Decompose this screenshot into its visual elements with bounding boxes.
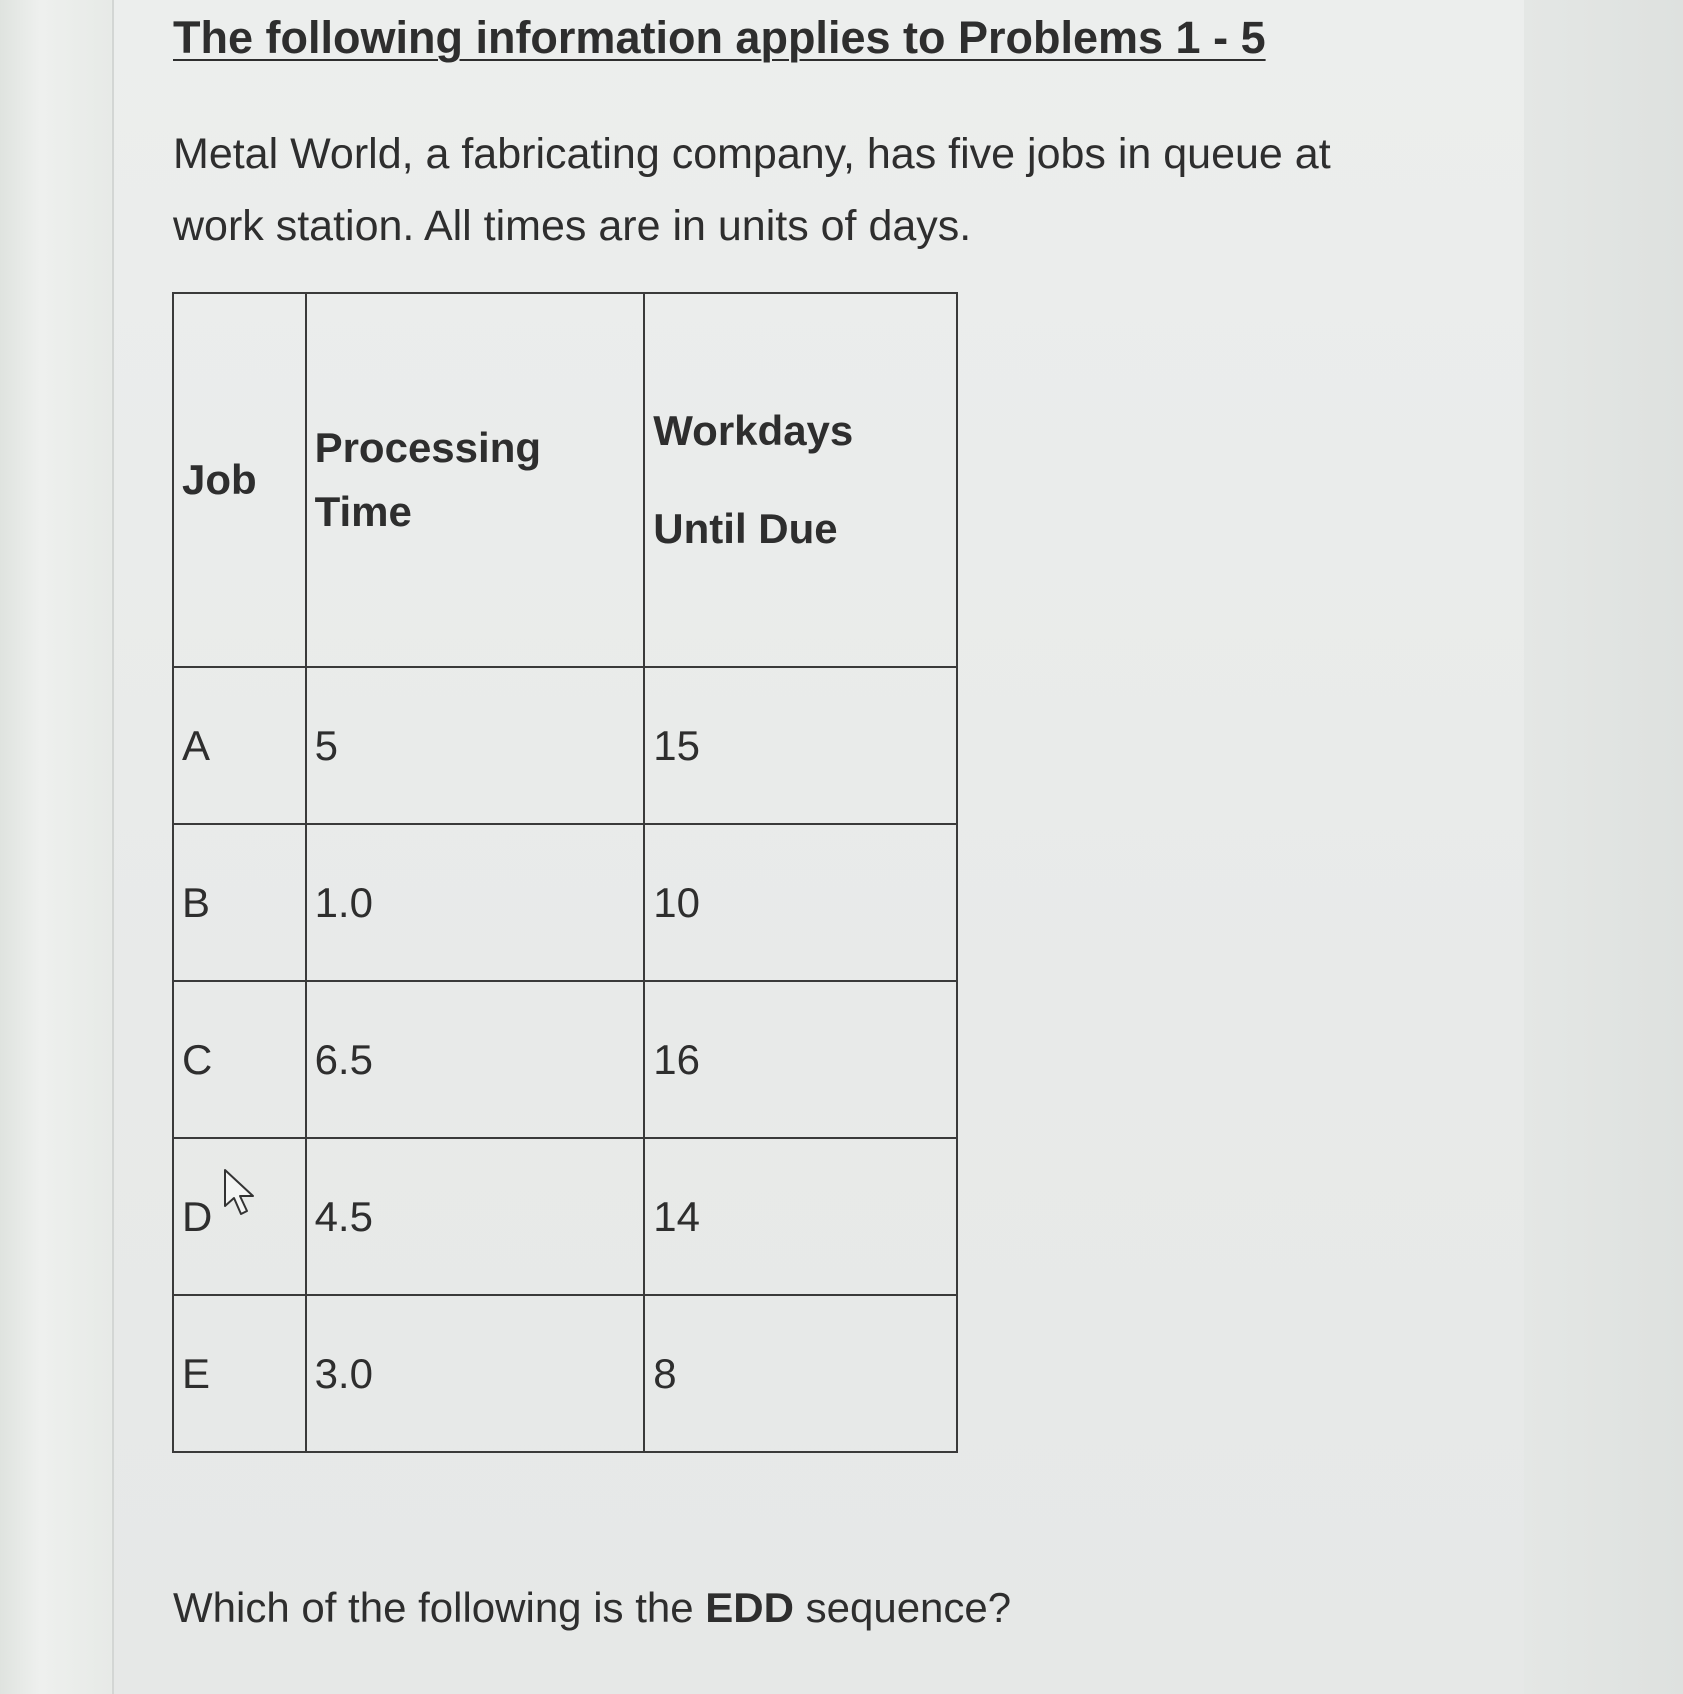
cell-workdays-until-due: 14 <box>644 1138 957 1295</box>
table-row <box>173 1138 957 1295</box>
cell-job: A <box>173 667 306 824</box>
cell-workdays-until-due: 15 <box>644 667 957 824</box>
table-row <box>173 667 957 824</box>
cell-job: D <box>173 1138 306 1295</box>
table-header-row <box>173 293 957 667</box>
header-job <box>173 293 306 667</box>
header-job-label: Job <box>182 456 257 503</box>
question-text <box>173 1584 1011 1632</box>
cell-job: E <box>173 1295 306 1452</box>
header-processing-time <box>306 293 645 667</box>
cell-processing-time: 6.5 <box>306 981 645 1138</box>
mouse-pointer-icon <box>222 1168 258 1218</box>
right-margin <box>1524 0 1683 1694</box>
header-processing-line1: Processing <box>314 424 542 471</box>
cell-workdays-until-due: 8 <box>644 1295 957 1452</box>
cell-processing-time: 3.0 <box>306 1295 645 1452</box>
cell-job: B <box>173 824 306 981</box>
cell-workdays-until-due: 10 <box>644 824 957 981</box>
table-row <box>173 824 957 981</box>
header-due-line1: Workdays <box>653 407 854 454</box>
header-workdays-until-due <box>644 293 957 667</box>
question-text-start: Which of the following is the <box>173 1584 706 1631</box>
header-due-line2: Until Due <box>653 505 838 552</box>
header-processing-line2: Time <box>314 488 412 535</box>
table-row <box>173 1295 957 1452</box>
cell-processing-time: 1.0 <box>306 824 645 981</box>
jobs-table <box>172 292 958 1453</box>
question-text-end: sequence? <box>793 1584 1012 1631</box>
problem-set-heading: The following information applies to Problems 1 - 5 <box>173 12 1266 63</box>
cell-processing-time: 5 <box>306 667 645 824</box>
cell-job: C <box>173 981 306 1138</box>
question-emphasis: EDD <box>705 1584 794 1631</box>
cell-processing-time: 4.5 <box>306 1138 645 1295</box>
table-row <box>173 981 957 1138</box>
problem-intro: Metal World, a fabricating company, has five jobs in queue at work station. All times are in units of days. <box>173 130 1331 250</box>
cell-workdays-until-due: 16 <box>644 981 957 1138</box>
